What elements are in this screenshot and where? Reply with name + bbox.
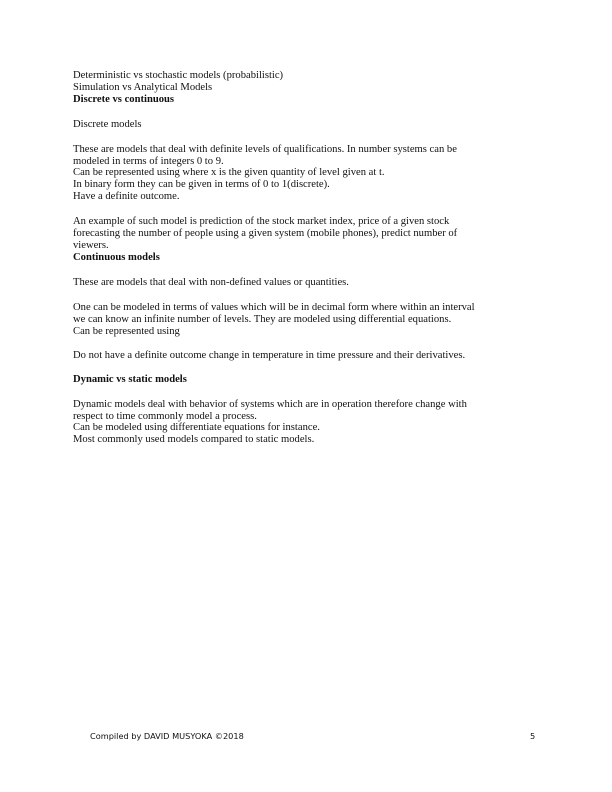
text-line: Do not have a definite outcome change in temperature in time pressure and their derivatives. bbox=[73, 350, 466, 361]
text-line: One can be modeled in terms of values which will be in decimal form where within an interval bbox=[73, 302, 475, 313]
text-line: forecasting the number of people using a given system (mobile phones), predict number of bbox=[73, 228, 458, 239]
subheading-discrete-models: Discrete models bbox=[73, 119, 142, 130]
text-line: Can be modeled using differentiate equations for instance. bbox=[73, 422, 320, 433]
text-line: we can know an infinite number of levels. They are modeled using differential equations. bbox=[73, 314, 452, 325]
page-number: 5 bbox=[530, 731, 536, 741]
text-line: These are models that deal with definite levels of qualifications. In number systems can be bbox=[73, 144, 457, 155]
footer-author: Compiled by DAVID MUSYOKA ©2018 bbox=[90, 731, 244, 741]
text-line: Have a definite outcome. bbox=[73, 191, 180, 202]
text-line: Simulation vs Analytical Models bbox=[73, 82, 213, 93]
text-line: Dynamic models deal with behavior of systems which are in operation therefore change with bbox=[73, 399, 467, 410]
heading-continuous-models: Continuous models bbox=[73, 252, 160, 263]
text-line: viewers. bbox=[73, 240, 109, 251]
heading-dynamic-vs-static: Dynamic vs static models bbox=[73, 374, 187, 385]
text-line: modeled in terms of integers 0 to 9. bbox=[73, 156, 224, 167]
text-line: respect to time commonly model a process. bbox=[73, 411, 257, 422]
text-line: Can be represented using where x is the given quantity of level given at t. bbox=[73, 167, 385, 178]
heading-discrete-vs-continuous: Discrete vs continuous bbox=[73, 94, 175, 105]
text-line: An example of such model is prediction of the stock market index, price of a given stock bbox=[73, 216, 450, 227]
text-line: Deterministic vs stochastic models (probabilistic) bbox=[73, 70, 284, 81]
text-line: These are models that deal with non-defined values or quantities. bbox=[73, 277, 349, 288]
text-line: In binary form they can be given in terms of 0 to 1(discrete). bbox=[73, 179, 330, 190]
text-line: Can be represented using bbox=[73, 326, 180, 337]
text-line: Most commonly used models compared to static models. bbox=[73, 434, 315, 445]
